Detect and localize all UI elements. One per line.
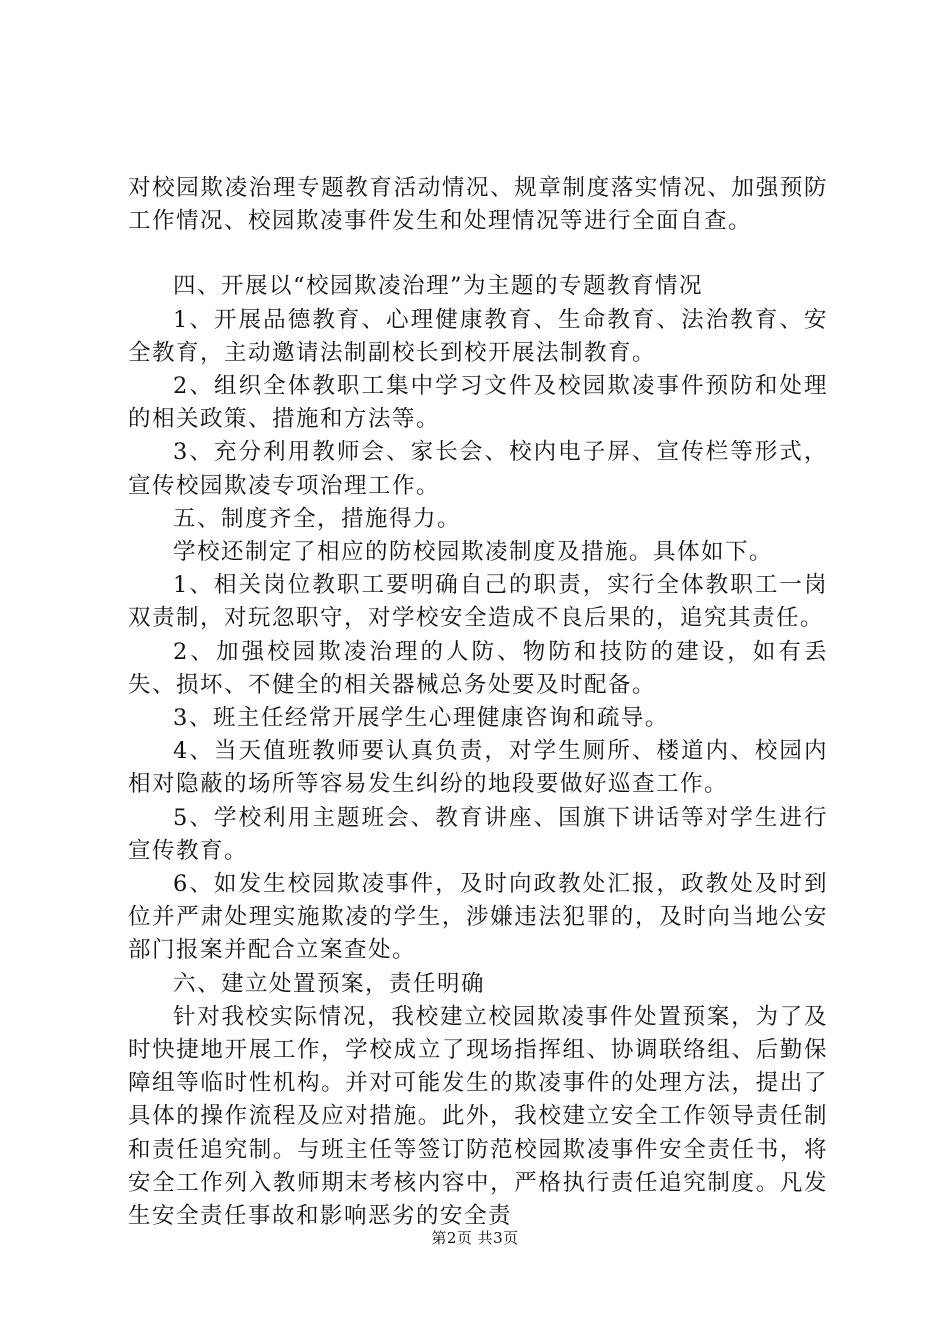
paragraph-item-4-3: 3、充分利用教师会、家长会、校内电子屏、宣传栏等形式，宣传校园欺凌专项治理工作。 xyxy=(128,439,828,499)
document-body xyxy=(128,172,828,1233)
section-heading-6: 六、建立处置预案，责任明确 xyxy=(173,970,486,997)
paragraph-item-5-2: 2、加强校园欺凌治理的人防、物防和技防的建设，如有丢失、损坏、不健全的相关器械总务处要及时配备。 xyxy=(128,638,828,698)
section-heading-4: 四、开展以“校园欺凌治理”为主题的专题教育情况 xyxy=(173,273,704,300)
paragraph-item-5-1: 1、相关岗位教职工要明确自己的职责，实行全体教职工一岗双责制，对玩忽职守，对学校安全造成不良后果的，追究其责任。 xyxy=(128,572,828,632)
paragraph-body-6: 针对我校实际情况，我校建立校园欺凌事件处置预案，为了及时快捷地开展工作，学校成立了现场指挥组、协调联络组、后勤保障组等临时性机构。并对可能发生的欺凌事件的处理方法，提出了具体的操作流程及应对措施。此外，我校建立安全工作领导责任制和责任追究制。与班主任等签订防范校园欺凌事件安全责任书，将安全工作列入教师期末考核内容中，严格执行责任追究制度。凡发生安全责任事故和影响恶劣的安全责 xyxy=(128,1003,828,1230)
paragraph-item-5-4: 4、当天值班教师要认真负责，对学生厕所、楼道内、校园内相对隐蔽的场所等容易发生纠纷的地段要做好巡查工作。 xyxy=(128,738,828,798)
page-number-footer: 第2页 共3页 xyxy=(431,1229,519,1247)
paragraph-continuation: 对校园欺凌治理专题教育活动情况、规章制度落实情况、加强预防工作情况、校园欺凌事件发生和处理情况等进行全面自查。 xyxy=(128,175,828,235)
paragraph-item-4-1: 1、开展品德教育、心理健康教育、生命教育、法治教育、安全教育，主动邀请法制副校长到校开展法制教育。 xyxy=(128,306,828,366)
paragraph-item-5-6: 6、如发生校园欺凌事件，及时向政教处汇报，政教处及时到位并严肃处理实施欺凌的学生，涉嫌违法犯罪的，及时向当地公安部门报案并配合立案查处。 xyxy=(128,871,828,964)
paragraph-intro-5: 学校还制定了相应的防校园欺凌制度及措施。具体如下。 xyxy=(173,539,774,566)
paragraph-item-5-3: 3、班主任经常开展学生心理健康咨询和疏导。 xyxy=(173,705,669,732)
section-heading-5: 五、制度齐全，措施得力。 xyxy=(173,505,462,532)
paragraph-item-4-2: 2、组织全体教职工集中学习文件及校园欺凌事件预防和处理的相关政策、措施和方法等。 xyxy=(128,373,828,433)
paragraph-item-5-5: 5、学校利用主题班会、教育讲座、国旗下讲话等对学生进行宣传教育。 xyxy=(128,804,828,864)
